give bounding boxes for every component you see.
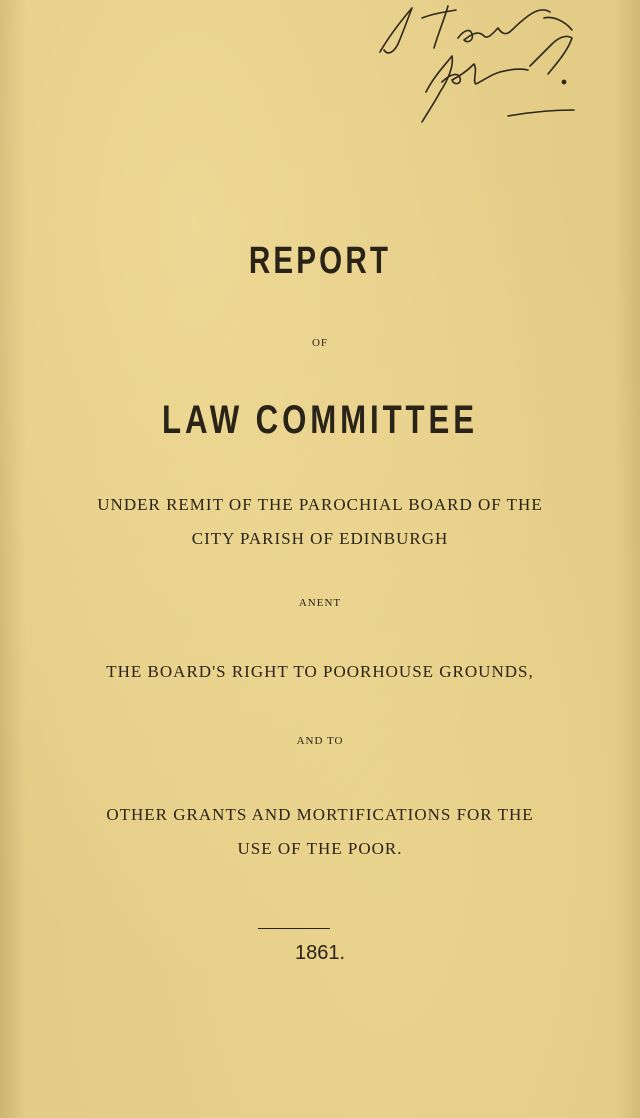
divider-rule (258, 928, 330, 929)
of-connector: OF (311, 337, 329, 349)
handwritten-signature (360, 0, 600, 130)
grants-line: USE OF THE POOR. (237, 839, 403, 858)
publication-year: 1861. (294, 942, 346, 964)
grants-line: OTHER GRANTS AND MORTIFICATIONS FOR THE (106, 805, 534, 824)
remit-line: CITY PARISH OF EDINBURGH (191, 529, 449, 548)
committee-heading: LAW COMMITTEE (162, 398, 478, 442)
grants-paragraph (0, 798, 640, 866)
anent-connector: ANENT (298, 597, 342, 609)
report-title: REPORT (248, 240, 392, 282)
subject-line: THE BOARD'S RIGHT TO POORHOUSE GROUNDS, (106, 662, 534, 681)
remit-line: UNDER REMIT OF THE PAROCHIAL BOARD OF THE (97, 495, 543, 514)
remit-paragraph (0, 488, 640, 556)
and-to-connector: AND TO (296, 735, 344, 747)
